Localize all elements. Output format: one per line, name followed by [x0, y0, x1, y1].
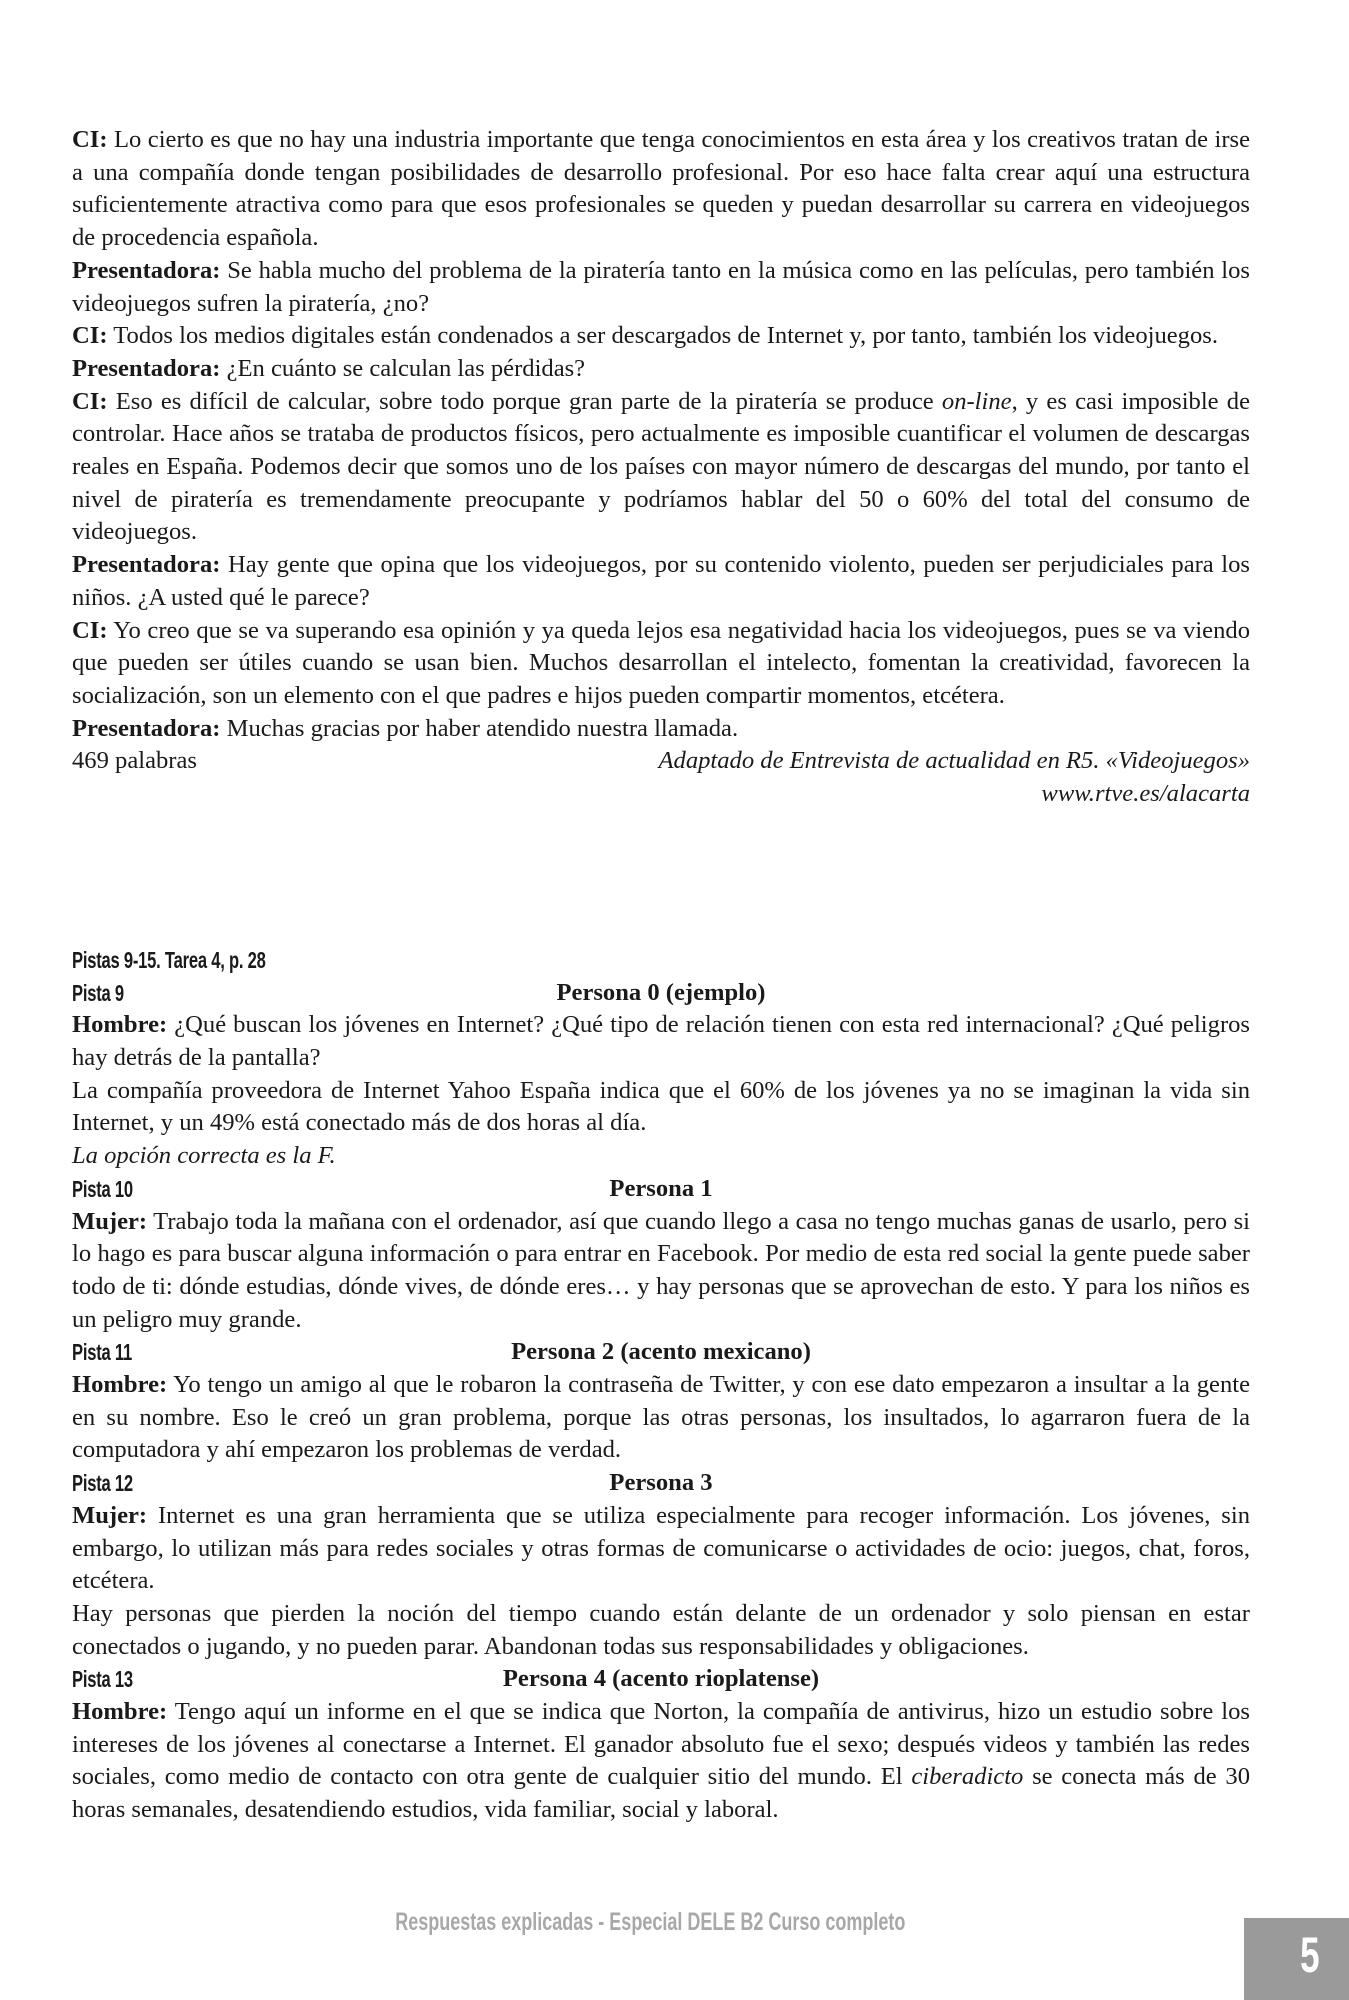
track-header — [72, 1663, 1250, 1696]
text: Muchas gracias por haber atendido nuestra llamada. — [220, 714, 739, 742]
speaker: Hombre: — [72, 1698, 168, 1726]
text: Se habla mucho del problema de la piratería tanto en la música como en las películas, pero también los videojuegos sufren la piratería, ¿no? — [72, 256, 1250, 317]
section-heading: Pistas 9-15. Tarea 4, p. 28 — [72, 947, 266, 973]
speaker: Presentadora: — [72, 551, 221, 579]
persona-label: Persona 2 (acento mexicano) — [511, 1338, 811, 1366]
source-line — [72, 745, 1250, 778]
track-header — [72, 1173, 1250, 1206]
text: Tengo aquí un informe en el que se indica que Norton, la compañía de antivirus, hizo un estudio sobre los intereses de los jóvenes al conectarse a Internet. El ganador absoluto fue el sexo; después videos y también las redes sociales, como medio de contacto con otra gente de cualquier sitio del mundo. El — [72, 1698, 1250, 1791]
tracks-section — [72, 944, 1250, 1827]
pista-label: Pista 11 — [72, 1339, 132, 1366]
text: Todos los medios digitales están condenados a ser descargados de Internet y, por tanto, también los videojuegos. — [107, 322, 1218, 350]
paragraph — [72, 255, 1250, 320]
speaker: CI: — [72, 387, 108, 415]
text: ¿Qué buscan los jóvenes en Internet? ¿Qué tipo de relación tienen con esta red internacional? ¿Qué peligros hay detrás de la pantalla? — [72, 1011, 1250, 1072]
track-header — [72, 977, 1250, 1010]
paragraph — [72, 1696, 1250, 1827]
paragraph: La compañía proveedora de Internet Yahoo España indica que el 60% de los jóvenes ya no se imaginan la vida sin Internet, y un 49% está conectado más de dos horas al día. — [72, 1076, 1250, 1137]
speaker: Presentadora: — [72, 714, 221, 742]
text: Trabajo toda la mañana con el ordenador, así que cuando llego a casa no tengo muchas ganas de usarlo, pero si lo hago es para buscar alguna información o para entrar en Facebook. Por medio de esta red social la gente puede saber todo de ti: dónde estudias, dónde vives, de dónde eres… y hay personas que se aprovechan de esto. Y para los niños es un peligro muy grande. — [72, 1207, 1250, 1333]
paragraph — [72, 549, 1250, 614]
paragraph — [72, 1369, 1250, 1467]
text: Yo creo que se va superando esa opinión y ya queda lejos esa negatividad hacia los videojuegos, pues se va viendo que pueden ser útiles cuando se usan bien. Muchos desarrollan el intelecto, fomentan la creatividad, favorecen la socialización, son un elemento con el que padres e hijos pueden compartir momentos, etcétera. — [72, 616, 1250, 709]
italic-term: ciberadicto — [911, 1763, 1024, 1791]
paragraph — [72, 386, 1250, 550]
pista-label: Pista 10 — [72, 1175, 133, 1202]
text: Eso es difícil de calcular, sobre todo porque gran parte de la piratería se produce — [107, 387, 942, 415]
text: Lo cierto es que no hay una industria importante que tenga conocimientos en esta área y los creativos tratan de irse a una compañía donde tengan posibilidades de desarrollo profesional. Por eso hace falta crear aquí una estructura suficientemente atractiva como para que esos profesionales se queden y puedan desarrollar su carrera en videojuegos de procedencia española. — [72, 126, 1250, 252]
pista-label: Pista 12 — [72, 1470, 133, 1497]
footer-title: Respuestas explicadas - Especial DELE B2 Curso completo — [394, 1908, 906, 1936]
interview-transcript — [72, 124, 1250, 811]
paragraph — [72, 615, 1250, 713]
persona-label: Persona 1 — [609, 1174, 713, 1202]
track-header — [72, 1336, 1250, 1369]
text: ¿En cuánto se calculan las pérdidas? — [220, 354, 586, 382]
speaker: CI: — [72, 322, 108, 350]
text: , y es casi imposible de controlar. Hace años se trataba de productos físicos, pero actualmente es imposible cuantificar el volumen de descargas reales en España. Podemos decir que somos uno de los países con mayor número de descargas del mundo, por tanto el nivel de piratería es tremendamente preocupante y podríamos hablar del 50 o 60% del total del consumo de videojuegos. — [72, 387, 1250, 546]
speaker: Mujer: — [72, 1501, 148, 1529]
paragraph — [72, 320, 1250, 353]
page-footer — [0, 1908, 1300, 1937]
persona-label: Persona 0 (ejemplo) — [556, 978, 766, 1006]
speaker: CI: — [72, 616, 108, 644]
paragraph — [72, 124, 1250, 255]
paragraph — [72, 1009, 1250, 1074]
pista-label: Pista 9 — [72, 979, 124, 1006]
page-number-tab — [1244, 1918, 1349, 2000]
italic-term: on-line — [941, 387, 1012, 415]
source-citation: Adaptado de Entrevista de actualidad en R5. «Videojuegos» — [658, 747, 1250, 775]
paragraph — [72, 1206, 1250, 1337]
speaker: Mujer: — [72, 1207, 148, 1235]
word-count: 469 palabras — [72, 747, 197, 775]
paragraph: Hay personas que pierden la noción del tiempo cuando están delante de un ordenador y solo piensan en estar conectados o jugando, y no pueden parar. Abandonan todas sus responsabilidades y obligaciones. — [72, 1599, 1250, 1660]
speaker: Presentadora: — [72, 256, 221, 284]
persona-label: Persona 3 — [609, 1469, 713, 1497]
track-header — [72, 1467, 1250, 1500]
persona-label: Persona 4 (acento rioplatense) — [502, 1665, 820, 1693]
speaker: Presentadora: — [72, 354, 221, 382]
text: Hay gente que opina que los videojuegos, por su contenido violento, pueden ser perjudiciales para los niños. ¿A usted qué le parece? — [72, 551, 1250, 611]
speaker: Hombre: — [72, 1011, 168, 1039]
paragraph — [72, 353, 1250, 386]
speaker: CI: — [72, 126, 108, 153]
paragraph — [72, 1500, 1250, 1598]
text: Internet es una gran herramienta que se utiliza especialmente para recoger información. Los jóvenes, sin embargo, lo utilizan más para redes sociales y otras formas de comunicarse o actividades de ocio: juegos, chat, foros, etcétera. — [72, 1501, 1250, 1595]
text: se conecta más de 30 horas semanales, desatendiendo estudios, vida familiar, social y laboral. — [72, 1763, 1251, 1824]
text: La opción correcta es la F. — [72, 1142, 336, 1170]
answer-note — [72, 1140, 1250, 1173]
speaker: Hombre: — [72, 1371, 168, 1399]
pista-label: Pista 13 — [72, 1666, 133, 1693]
source-url: www.rtve.es/alacarta — [1041, 780, 1250, 808]
paragraph — [72, 713, 1250, 746]
page-number: 5 — [1300, 1927, 1320, 1983]
text: Yo tengo un amigo al que le robaron la contraseña de Twitter, y con ese dato empezaron a insultar a la gente en su nombre. Eso le creó un gran problema, porque las otras personas, los insultados, lo agarraron fuera de la computadora y ahí empezaron los problemas de verdad. — [72, 1371, 1250, 1464]
